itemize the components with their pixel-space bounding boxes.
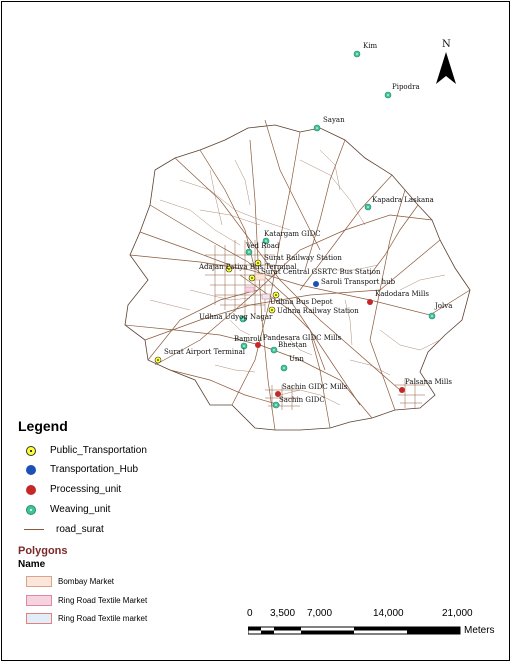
legend-item-public [26,445,147,456]
legend-item-label: Public_Transportation [50,445,147,456]
place-label-kim: Kim [363,42,378,50]
polygons-title: Polygons [18,545,68,557]
place-label-sayan: Sayan [323,116,345,124]
place-label-palsana: Palsana Mills [405,378,452,386]
scale-tick-label: 0 [247,608,253,619]
place-label-surat_rly: Surat Railway Station [264,254,342,262]
place-marker-dot [316,127,318,129]
place-label-kapadra: Kapadra Laskana [372,196,434,204]
public-transport-symbol [26,446,36,456]
place-marker-palsana[interactable] [399,387,405,393]
polygon-swatch [26,595,52,606]
legend-item-weaving [26,504,110,515]
place-label-udhna_rly: Udhna Railway Station [277,307,359,315]
place-label-udhna_ind: Udhna Udyog Nagar [199,313,273,321]
scale-tick-label: 14,000 [373,608,404,619]
place-label-bamroli: Bamroli [234,335,262,343]
place-marker-dot [248,251,250,253]
scale-bar-graphic [248,625,468,639]
place-marker-kadodara[interactable] [367,299,373,305]
polygon-swatch [26,613,52,624]
place-label-sachin_gidc: Sachin GIDC [279,396,325,404]
place-label-saroli: Saroli Transport hub [321,278,396,286]
place-marker-dot [157,359,159,361]
place-label-airport: Surat Airport Terminal [164,348,245,356]
legend-item-label: Transportation_Hub [50,464,139,475]
road-line-symbol [24,529,44,530]
legend-item-hub [26,464,138,475]
north-arrow-icon [436,52,456,84]
polygons-name-heading: Name [18,559,46,570]
legend-item-road [26,524,104,535]
polygon-item-ring-road-2 [26,613,147,624]
place-label-pipodra: Pipodra [392,83,420,91]
legend-item-processing [26,484,121,495]
polygon-item-label: Ring Road Textile market [58,614,148,623]
place-marker-dot [273,349,275,351]
place-label-jolva: Jolva [435,302,453,310]
place-label-adajan: Adajan Patiya Bus Terminal [199,263,297,271]
legend-title: Legend [18,418,68,434]
place-label-sachin_mills: Sachin GIDC Mills [282,383,348,391]
legend-item-label: Weaving_unit [50,504,111,515]
scale-tick-label: 7,000 [307,608,333,619]
place-marker-saroli[interactable] [313,281,319,287]
place-marker-dot [271,309,273,311]
place-label-katargam: Katargam GIDC [264,230,321,238]
polygon-swatch [26,576,52,587]
north-label: N [442,39,451,50]
scale-unit-label: Meters [464,625,495,636]
processing-unit-symbol [26,485,36,495]
weaving-unit-symbol [26,505,36,515]
polygon-item-label: Ring Road Textile Market [58,596,148,605]
place-label-pandesara: Pandesara GIDC Mills [263,334,342,342]
place-marker-dot [243,345,245,347]
place-label-unn: Unn [289,355,304,363]
place-label-gsrtc: Surat Central GSRTC Bus Station [261,268,381,276]
legend-item-label: Processing_unit [50,484,122,495]
polygon-item-label: Bombay Market [58,577,115,586]
scale-tick-label: 21,000 [442,608,473,619]
polygon-item-bombay-market [26,576,114,587]
place-label-kadodara: Kadodara Mills [375,290,429,298]
place-marker-dot [283,367,285,369]
legend-item-label: road_surat [56,524,104,535]
place-marker-dot [275,404,277,406]
north-arrow [436,39,456,84]
place-label-udhna_bus: Udhna Bus Depot [270,298,333,306]
place-marker-dot [275,294,277,296]
place-marker-dot [356,53,358,55]
place-label-ved: Ved Road [246,242,280,250]
scale-tick-label: 3,500 [270,608,296,619]
transport-hub-symbol [26,465,36,475]
place-marker-dot [367,206,369,208]
place-marker-dot [387,94,389,96]
place-marker-dot [431,315,433,317]
place-marker-dot [251,277,253,279]
place-label-bhestan: Bhestan [278,341,307,349]
polygon-item-ring-road-1 [26,595,147,606]
